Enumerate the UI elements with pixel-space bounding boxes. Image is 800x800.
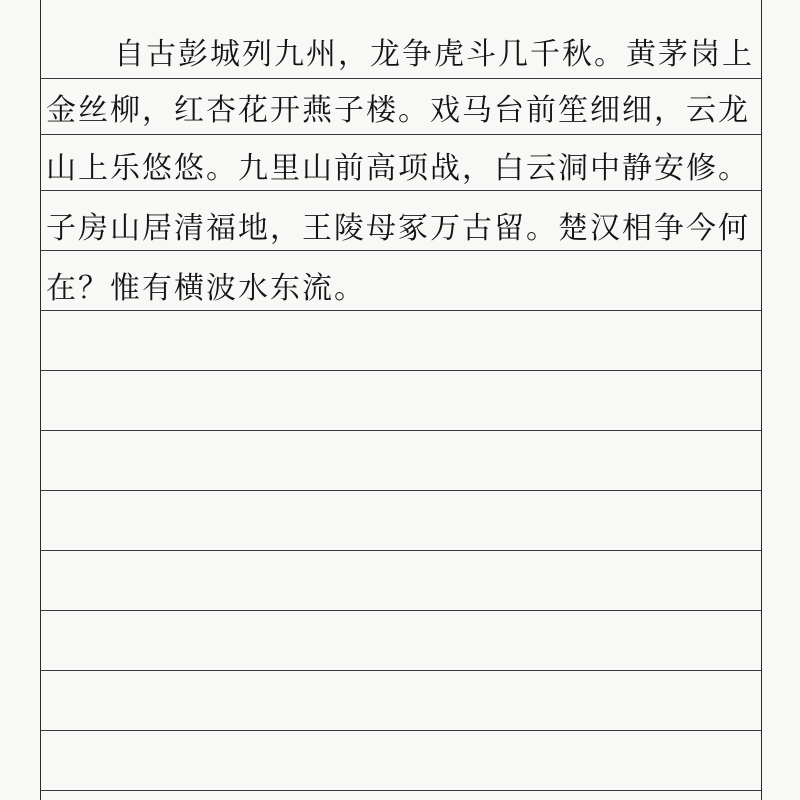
ruled-line bbox=[40, 370, 762, 371]
handwritten-line-2: 金丝柳，红杏花开燕子楼。戏马台前笙细细，云龙 bbox=[46, 93, 750, 128]
ruled-line bbox=[40, 550, 762, 551]
ruled-line bbox=[40, 78, 762, 79]
handwritten-line-4: 子房山居清福地，王陵母冢万古留。楚汉相争今何 bbox=[46, 211, 750, 246]
handwritten-line-5: 在？惟有横波水东流。 bbox=[46, 271, 366, 306]
ruled-line bbox=[40, 490, 762, 491]
handwritten-line-3: 山上乐悠悠。九里山前高项战，白云洞中静安修。 bbox=[46, 151, 750, 186]
ruled-line bbox=[40, 790, 762, 791]
ruled-line bbox=[40, 730, 762, 731]
handwritten-line-1: 自古彭城列九州，龙争虎斗几千秋。黄茅岗上 bbox=[82, 37, 754, 72]
ruled-line bbox=[40, 610, 762, 611]
ruled-line bbox=[40, 134, 762, 135]
ruled-line bbox=[40, 670, 762, 671]
ruled-line bbox=[40, 430, 762, 431]
